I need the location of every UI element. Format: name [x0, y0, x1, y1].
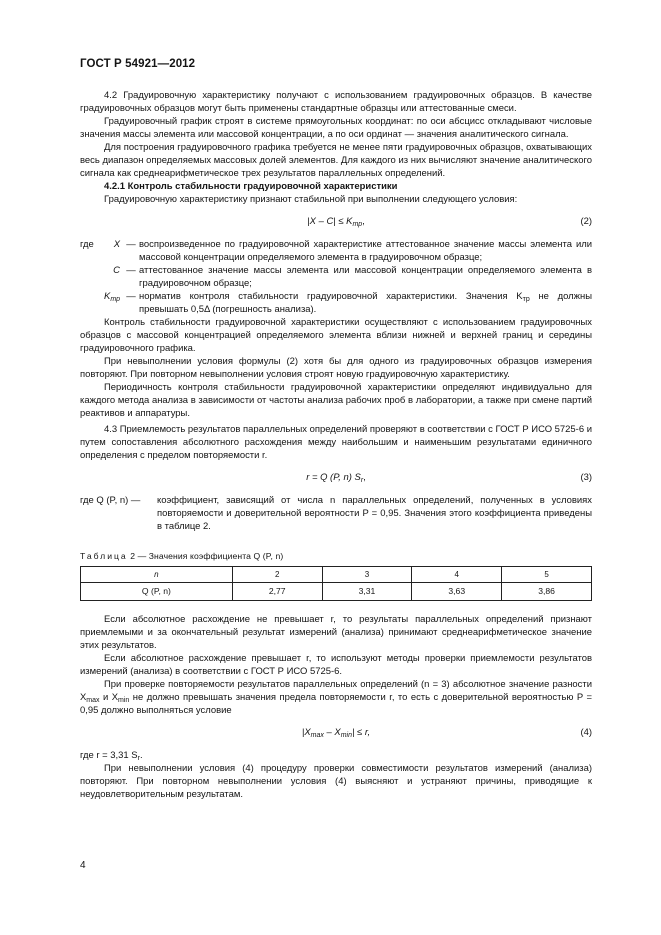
table-header-row [81, 567, 592, 583]
table-cell: 3,31 [322, 583, 412, 601]
definition-dash: — [126, 265, 136, 276]
paragraph-repeat-measurements: При невыполнении условия формулы (2) хотя бы для одного из градуировочных образцов измерения повторяют. При повторном невыполнении условия строят новую градуировочную характеристику. [80, 356, 592, 380]
q-definition-label: где Q (P, n) — [80, 495, 141, 506]
definition-dash: — [126, 239, 136, 250]
table-cell: 3,63 [412, 583, 502, 601]
definition-symbol-subscript: тр [110, 296, 120, 303]
definition-text: воспроизведенное по градуировочной характеристике аттестованное значение массы элемента или массовой концентрации определяемого элемента в градуировочном образце; [139, 239, 592, 263]
formula-4-number: (4) [580, 727, 592, 738]
table-row [81, 583, 592, 601]
table-2 [80, 566, 592, 601]
table-header-cell: 4 [412, 567, 502, 583]
definition-symbol: K [104, 291, 111, 302]
formula-4: $|X_{max} - X_{min}| \le r$, (4) [301, 727, 592, 739]
definition-text: норматив контроля стабильности градуировочной характеристики. Значения $K_{тр}$ не должны превышать 0,5Δ (погрешность анализа). [139, 291, 592, 315]
document-body [80, 89, 592, 801]
formula-3-number: (3) [580, 472, 592, 483]
formula-3 [80, 462, 592, 494]
where-label: где [80, 239, 94, 250]
definition-symbol: X [113, 239, 120, 250]
table-cell: Q (P, n) [81, 583, 233, 601]
formula-2-subscript: тр [352, 221, 363, 228]
paragraph-control-samples: Контроль стабильности градуировочной характеристики осуществляют с использованием градуировочных образцов с массовой концентрацией определяемого элемента вблизи нижней и верхней границ и середины градуировочного графика. [80, 317, 592, 354]
paragraph-condition-not-met: При невыполнении условия (4) процедуру проверки совместимости результатов измерений (анализа) повторяют. При повторном невыполнении условия (4) выясняют и устраняют причины, приводящие к неудовлетворительным результатам. [80, 763, 592, 800]
paragraph-five-samples: Для построения градуировочного графика требуется не менее пяти градуировочных образцов, охватывающих весь диапазон определяемых массовых долей элементов. Для каждого из них вычисляют значение аналитического сигнала как среднеарифметическое трех результатов параллельных определений. [80, 142, 592, 179]
definitions-formula-2 [80, 238, 592, 316]
paragraph-within-limit: Если абсолютное расхождение не превышает r, то результаты параллельных определений признают приемлемыми и за окончательный результат измерений (анализа) принимают среднеарифметическое значение этих результатов. [80, 614, 592, 651]
definition-k [80, 290, 592, 316]
heading-4-2-1: 4.2.1 Контроль стабильности градуировочной характеристики [104, 181, 398, 192]
formula-2 [80, 206, 592, 238]
table-cell: 2,77 [232, 583, 322, 601]
table-2-caption: Таблица 2 — Значения коэффициента Q (P, n) [80, 551, 284, 561]
paragraph-stability-intro: Градуировочную характеристику признают стабильной при выполнении следующего условия: [104, 194, 518, 205]
formula-3-tail: , [363, 472, 366, 483]
formula-2-number: (2) [580, 216, 592, 227]
definition-q [80, 494, 592, 533]
page-number: 4 [80, 860, 86, 871]
table-header-cell: 3 [322, 567, 412, 583]
definition-dash: — [126, 291, 136, 302]
paragraph-exceeds-limit: Если абсолютное расхождение превышает r, то используют методы проверки приемлемости результатов измерений (анализа) в соответствии с ГОСТ Р ИСО 5725-6. [80, 653, 592, 677]
definition-x [80, 238, 592, 264]
paragraph-where-r: где r = 3,31 $S_r$. [80, 750, 143, 762]
paragraph-periodicity: Периодичность контроля стабильности градуировочной характеристики определяют индивидуально для каждого метода анализа в зависимости от частоты анализа рабочих проб в лаборатории, а также при смене партий реактивов и аппаратуры. [80, 382, 592, 419]
table-cell: 3,86 [502, 583, 592, 601]
definition-symbol: C [113, 265, 120, 276]
paragraph-4-2: 4.2 Градуировочную характеристику получают с использованием градуировочных образцов. В качестве градуировочных образцов могут быть применены стандартные образцы или аттестованные смеси. [80, 90, 592, 114]
definition-text: аттестованное значение массы элемента или массовой концентрации определяемого элемента в градуировочном образце; [139, 265, 592, 289]
formula-2-tail: , [362, 216, 365, 227]
formula-3-expression: r = Q (P, n) S [306, 472, 361, 483]
definition-c [80, 264, 592, 290]
standard-header: ГОСТ Р 54921—2012 [80, 58, 196, 70]
formula-2-expression: |X – C| ≤ K [307, 216, 353, 227]
table-header-cell: 5 [502, 567, 592, 583]
paragraph-repeatability-check: При проверке повторяемости результатов параллельных определений (n = 3) абсолютное значение разности $X_{max}$ и $X_{min}$ не должно превышать значения предела повторяемости r, то есть с доверительной вероятностью P = 0,95 должно выполняться условие [80, 679, 593, 716]
paragraph-4-3: 4.3 Приемлемость результатов параллельных определений проверяют в соответствии с ГОСТ Р ИСО 5725-6 и путем сопоставления абсолютного расхождения между наибольшим и наименьшим результатами единичного определения с пределом повторяемости r. [80, 424, 592, 461]
paragraph-graph-axes: Градуировочный график строят в системе прямоугольных координат: по оси абсцисс откладывают числовые значения массы элемента или массовой концентрации, а по оси ординат — значения аналитического сигнала. [80, 116, 592, 140]
formula-3-subscript: r [360, 477, 364, 484]
table-header-cell: 2 [232, 567, 322, 583]
table-header-cell: n [81, 567, 233, 583]
q-definition-text: коэффициент, зависящий от числа n параллельных определений, полученных в условиях повторяемости и доверительной вероятности P = 0,95. Значения этого коэффициента приведены в таблице 2. [157, 495, 592, 532]
